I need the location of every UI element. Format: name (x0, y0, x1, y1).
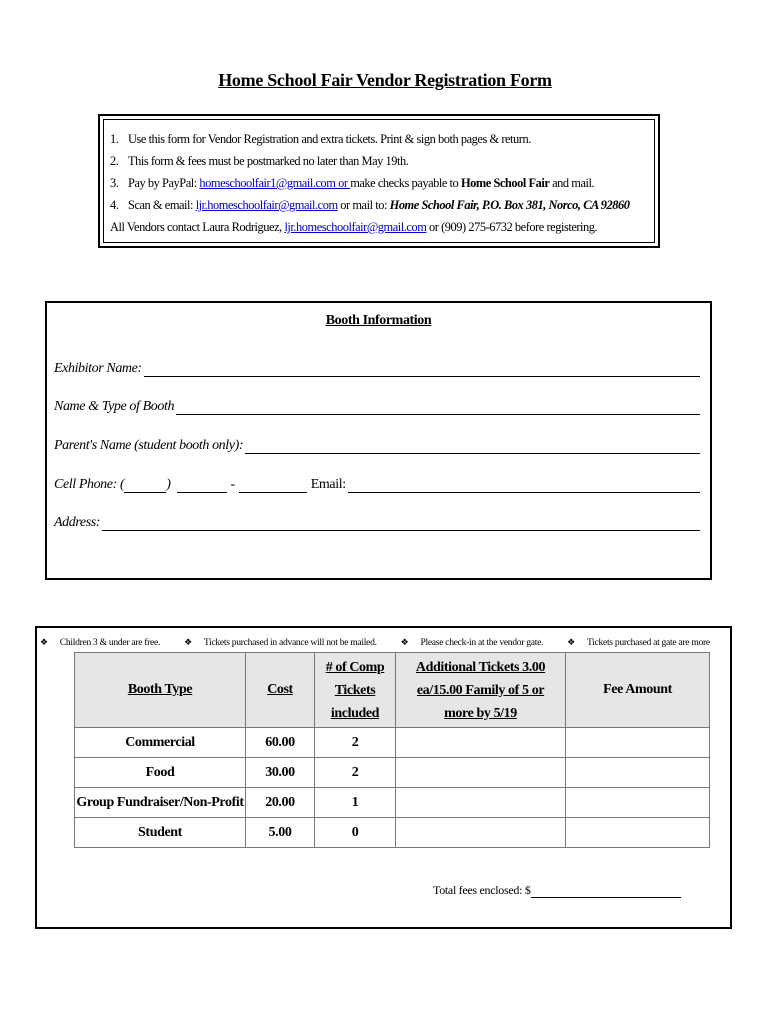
instruction-line-2 (110, 150, 648, 172)
comp-cell: 1 (315, 788, 396, 818)
parent-name-line[interactable] (245, 439, 700, 454)
table-header-row (75, 653, 710, 728)
header-label: Cost (267, 682, 293, 697)
instruction-text: and mail. (549, 176, 595, 190)
fee-table (74, 652, 710, 848)
phone-line-number[interactable] (239, 478, 307, 493)
total-fees-label: Total fees enclosed: $ (433, 883, 531, 897)
header-label: Additional Tickets 3.00 (415, 659, 546, 675)
scan-email-link[interactable]: ljr.homeschoolfair@gmail.com (195, 198, 338, 212)
booth-heading: Booth Information (325, 313, 432, 328)
instruction-text: Scan & email: (128, 198, 196, 212)
header-label: Tickets (334, 682, 376, 698)
header-comp-tickets (315, 653, 396, 728)
instruction-text: Pay by PayPal: (128, 176, 200, 190)
total-fees-line[interactable] (531, 883, 681, 898)
notes-row (40, 637, 720, 648)
address-line[interactable] (102, 516, 700, 531)
instruction-text: Use this form for Vendor Registration and extra tickets. Print & sign both pages & return. (128, 132, 531, 146)
email-line[interactable] (348, 478, 700, 493)
comp-cell: 2 (315, 758, 396, 788)
instruction-number: 2. (110, 154, 119, 168)
instruction-text: or (909) 275-6732 before registering. (426, 220, 598, 234)
note-text: Please check-in at the vendor gate. (420, 637, 544, 648)
fee-amount-cell[interactable] (566, 758, 710, 788)
instruction-text: All Vendors contact Laura Rodriguez, (110, 220, 285, 234)
note-text: Children 3 & under are free. (59, 637, 161, 648)
cost-cell: 5.00 (246, 818, 315, 848)
total-fees-row (433, 883, 681, 898)
instruction-line-1 (110, 128, 648, 150)
instruction-text: This form & fees must be postmarked no later than May 19th. (128, 154, 409, 168)
phone-prefix-line[interactable] (177, 478, 227, 493)
booth-type-cell: Food (75, 758, 246, 788)
booth-type-cell: Group Fundraiser/Non-Profit (75, 788, 246, 818)
cost-cell: 20.00 (246, 788, 315, 818)
fee-amount-cell[interactable] (566, 788, 710, 818)
table-row (75, 818, 710, 848)
phone-dash: - (230, 477, 235, 492)
header-cost (246, 653, 315, 728)
header-label: more by 5/19 (444, 705, 517, 721)
additional-tickets-cell[interactable] (396, 818, 566, 848)
table-row (75, 728, 710, 758)
paypal-email-link[interactable]: homeschoolfair1@gmail.com or (199, 176, 351, 190)
address-field[interactable] (54, 511, 700, 531)
instructions-inner (103, 119, 655, 243)
booth-type-cell: Commercial (75, 728, 246, 758)
address-label: Address: (54, 515, 101, 530)
exhibitor-name-label: Exhibitor Name: (54, 361, 142, 376)
diamond-bullet-icon: ❖ (184, 637, 192, 647)
diamond-bullet-icon: ❖ (567, 637, 575, 647)
note-text: Tickets purchased at gate are more (586, 637, 710, 648)
instruction-number: 1. (110, 132, 119, 146)
instruction-text: or mail to: (337, 198, 390, 212)
additional-tickets-cell[interactable] (396, 728, 566, 758)
diamond-bullet-icon: ❖ (400, 637, 409, 647)
phone-email-row (54, 473, 700, 493)
email-label: Email: (310, 477, 346, 492)
instruction-line-5 (110, 216, 648, 238)
booth-type-cell: Student (75, 818, 246, 848)
booth-information-section (45, 301, 712, 580)
additional-tickets-cell[interactable] (396, 758, 566, 788)
instruction-number: 4. (110, 198, 119, 212)
cost-cell: 60.00 (246, 728, 315, 758)
comp-cell: 0 (315, 818, 396, 848)
exhibitor-name-line[interactable] (144, 362, 700, 377)
form-title: Home School Fair Vendor Registration Form (218, 70, 552, 90)
area-code-line[interactable] (124, 478, 166, 493)
table-row (75, 788, 710, 818)
header-fee-amount (566, 653, 710, 728)
parent-name-label: Parent's Name (student booth only): (54, 438, 244, 453)
note-item (184, 637, 389, 648)
header-label: included (330, 705, 380, 721)
additional-tickets-cell[interactable] (396, 788, 566, 818)
booth-type-field[interactable] (54, 395, 700, 415)
table-row (75, 758, 710, 788)
phone-paren: ) (166, 477, 171, 492)
note-text: Tickets purchased in advance will not be mailed. (203, 637, 377, 648)
parent-name-field[interactable] (54, 434, 700, 454)
header-label: Booth Type (127, 682, 193, 697)
fee-amount-cell[interactable] (566, 818, 710, 848)
diamond-bullet-icon: ❖ (40, 637, 48, 647)
header-additional-tickets (396, 653, 566, 728)
payee-name: Home School Fair (460, 176, 550, 190)
note-item (40, 637, 172, 648)
instruction-line-4 (110, 194, 648, 216)
cost-cell: 30.00 (246, 758, 315, 788)
booth-type-label: Name & Type of Booth (54, 399, 175, 414)
booth-type-line[interactable] (176, 400, 700, 415)
header-label: Fee Amount (603, 682, 672, 697)
instruction-text: make checks payable to (350, 176, 461, 190)
instructions-box (98, 114, 660, 248)
header-label: ea/15.00 Family of 5 or (416, 682, 545, 698)
note-item (401, 637, 555, 648)
fee-amount-cell[interactable] (566, 728, 710, 758)
note-item (567, 637, 722, 648)
instruction-line-3 (110, 172, 648, 194)
header-label: # of Comp (325, 659, 385, 675)
comp-cell: 2 (315, 728, 396, 758)
exhibitor-name-field[interactable] (54, 357, 700, 377)
contact-email-link[interactable]: ljr.homeschoolfair@gmail.com (284, 220, 427, 234)
cell-phone-label: Cell Phone: ( (54, 477, 125, 492)
header-booth-type (75, 653, 246, 728)
instruction-number: 3. (110, 176, 119, 190)
mailing-address: Home School Fair, P.O. Box 381, Norco, CA 92860 (389, 198, 630, 212)
